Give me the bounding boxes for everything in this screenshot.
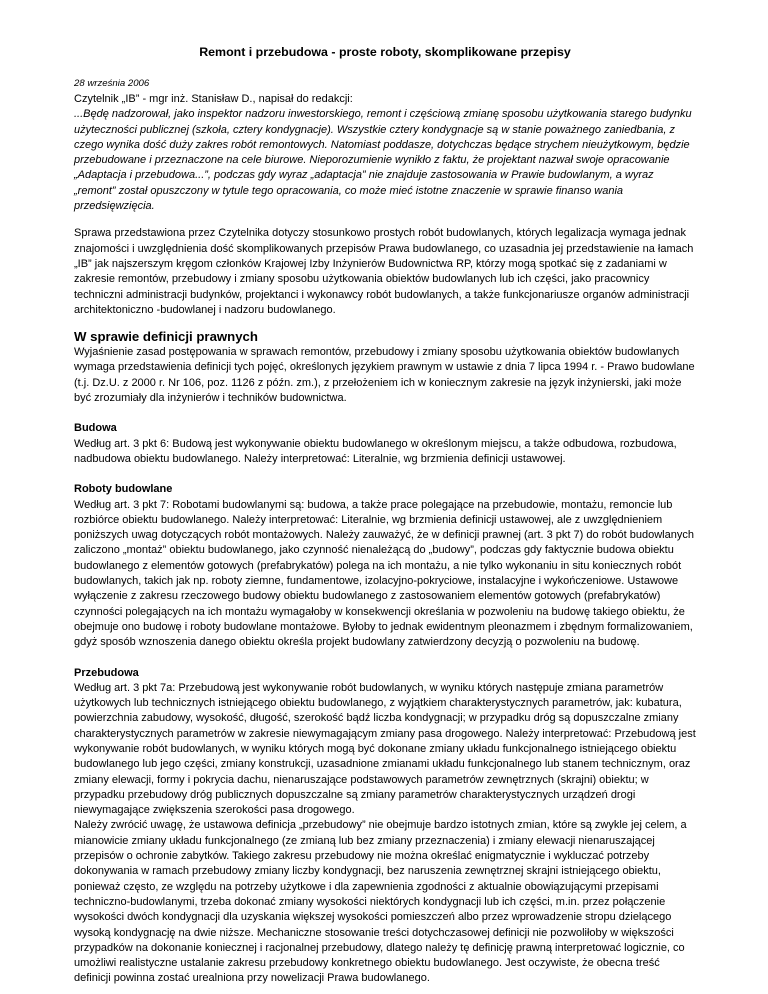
definition-text: Według art. 3 pkt 6: Budową jest wykonywanie obiektu budowlanego w określonym miejscu, a także odbudowa, rozbudowa, nadbudowa obiektu budowlanego. Należy interpretować: Literalnie, wg brzmienia definicji ustawowej. [74, 437, 677, 465]
definition-text-continued: Należy zwrócić uwagę, że ustawowa definicja „przebudowy” nie obejmuje bardzo istotnych zmian, które są zwykle jej celem, a mianowicie zmiany układu funkcjonalnego (ze zmianą lub bez zmiany przeznaczenia) i zmiany elewacji nienaruszającej przepisów o ochronie zabytków. Takiego zakresu przebudowy nie można określać enigmatycznie i wykluczać potrzeby dokonywania w ramach przebudowy zmiany liczby kondygnacji, bez naruszenia zewnętrznej skrajni istniejącego obiektu, ponieważ często, ze względu na potrzeby użytkowe i dla zapewnienia zgodności z aktualnie obowiązującymi przepisami techniczno-budowlanymi, trzeba dokonać zmiany wysokości niektórych kondygnacji lub ich części, m.in. przez połączenie wysokości dwóch kondygnacji dla uzyskania większej wysokości pomieszczeń albo przez wprowadzenie stropu dzielącego wysoką kondygnację na dwie niższe. Mechaniczne stosowanie treści dotychczasowej definicji nie pozwoliłoby w większości przypadków na dokonanie koniecznej i racjonalnej przebudowy, dlatego należy tę definicję prawną interpretować logicznie, co umożliwi realistyczne ustalanie zakresu przebudowy konkretnego obiektu budowlanego. Jest oczywiste, że obecna treść definicji powinna zostać urealniona przy nowelizacji Prawa budowlanego. [74, 819, 687, 985]
definition-przebudowa [74, 666, 696, 987]
editorial-paragraph: Sprawa przedstawiona przez Czytelnika dotyczy stosunkowo prostych robót budowlanych, których legalizacja wymaga jednak znajomości i uwzględnienia dość skomplikowanych przepisów Prawa budowlanego, co uzasadnia jej przedstawienie na łamach „IB” jak najszerszym kręgom członków Krajowej Izby Inżynierów Budownictwa RP, którzy mogą spotkać się z zadaniami w zakresie remontów, przebudowy i zmiany sposobu użytkowania obiektów budowlanych lub ich części, jako pracownicy techniczni administracji budynków, projektanci i wykonawcy robót budowlanych, a także funkcjonariusze organów administracji architektoniczno -budowlanej i nadzoru budowlanego. [74, 227, 694, 316]
section-intro: Wyjaśnienie zasad postępowania w sprawach remontów, przebudowy i zmiany sposobu użytkowania obiektów budowlanych wymaga przedstawienia definicji tych pojęć, określonych językiem prawnym w ustawie z dnia 7 lipca 1994 r. - Prawo budowlane (t.j. Dz.U. z 2000 r. Nr 106, poz. 1126 z późn. zm.), z przełożeniem ich w koniecznym zakresie na język inżynierski, jaki może być zrozumiały dla inżynierów i techników budownictwa. [74, 346, 695, 405]
definition-text: Według art. 3 pkt 7a: Przebudową jest wykonywanie robót budowlanych, w wyniku których następuje zmiana parametrów użytkowych lub technicznych istniejącego obiektu budowlanego, z wyjątkiem charakterystycznych parametrów, jak: kubatura, powierzchnia zabudowy, wysokość, długość, szerokość bądź liczba kondygnacji; w przypadku dróg są dopuszczalne zmiany charakterystycznych parametrów w zakresie niewymagającym zmiany pasa drogowego. Należy interpretować: Przebudową jest wykonywanie robót budowlanych, w wyniku których mogą być dokonane zmiany układu funkcjonalnego istniejącego obiektu budowlanego lub jego części, zmiany konstrukcji, uzasadnione zmianami układu funkcjonalnego lub stanem technicznym, oraz zmiany elewacji, formy i pokrycia dachu, nienaruszające podstawowych parametrów zewnętrznych (skrajni) obiektu; w przypadku przebudowy dróg publicznych dopuszczalne są zmiany parametrów charakterystycznych urządzeń drogi niewymagające zwiększenia szerokości pasa drogowego. [74, 681, 696, 817]
page-title: Remont i przebudowa - proste roboty, skomplikowane przepisy [199, 45, 571, 59]
definition-roboty-budowlane [74, 482, 696, 650]
definition-term: Budowa [74, 422, 117, 435]
definition-text: Według art. 3 pkt 7: Robotami budowlanymi są: budowa, a także prace polegające na przebudowie, montażu, remoncie lub rozbiórce obiektu budowlanego. Należy interpretować: Literalnie, wg brzmienia definicji ustawowej, ale z uwzględnieniem poniższych uwag dotyczących robót montażowych. Należy zauważyć, że w definicji prawnej (art. 3 pkt 7) do robót budowlanych zaliczono „montaż” obiektu budowlanego, jako czynność nienależącą do „budowy”, podczas gdy faktycznie budowa obiektu budowlanego z elementów gotowych (prefabrykatów) polega na ich montażu, a nie tylko wykonaniu in situ koniecznych robót budowlanych, takich jak np. roboty ziemne, fundamentowe, izolacyjno-pokryciowe, instalacyjne i wykończeniowe. Ustawowe wyłączenie z zakresu rzeczowego budowy obiektu budowlanego z zastosowaniem elementów gotowych (prefabrykatów) czynności polegających na ich montażu wymagałoby w konsekwencji określania w pozwoleniu na budowę takiego obiektu, że obejmuje ono budowę i roboty budowlane montażowe. Byłoby to jednak ewidentnym pleonazmem i zbędnym formalizowaniem, gdyż sposób wznoszenia danego obiektu określa projekt budowlany zatwierdzony decyzją o pozwoleniu na budowę. [74, 498, 694, 649]
publication-date: 28 września 2006 [74, 78, 150, 89]
section-heading: W sprawie definicji prawnych [74, 329, 258, 345]
reader-line: Czytelnik „IB” - mgr inż. Stanisław D., napisał do redakcji: [74, 93, 353, 105]
definition-budowa [74, 421, 696, 467]
document-page [74, 44, 696, 987]
definition-term: Przebudowa [74, 666, 139, 679]
reader-quote: ...Będę nadzorował, jako inspektor nadzoru inwestorskiego, remont i częściową zmianę sposobu użytkowania starego budynku użyteczności publicznej (szkoła, cztery kondygnacje). Wszystkie cztery kondygnacje są w stanie poważnego zaniedbania, z czego wynika dość duży zakres robót remontowych. Natomiast poddasze, dotychczas będące strychem nieużytkowym, będzie przebudowane i przeznaczone na cele biurowe. Nieporozumienie wynikło z faktu, że projektant nazwał swoje opracowanie „Adaptacja i przebudowa...”, podczas gdy wyraz „adaptacja” nie znajduje zastosowania w Prawie budowlanym, a wyraz „remont” został opuszczony w tytule tego opracowania, co może mieć istotne znaczenie w sprawie finanso wania przedsięwzięcia. [74, 108, 692, 213]
definition-term: Roboty budowlane [74, 483, 173, 496]
